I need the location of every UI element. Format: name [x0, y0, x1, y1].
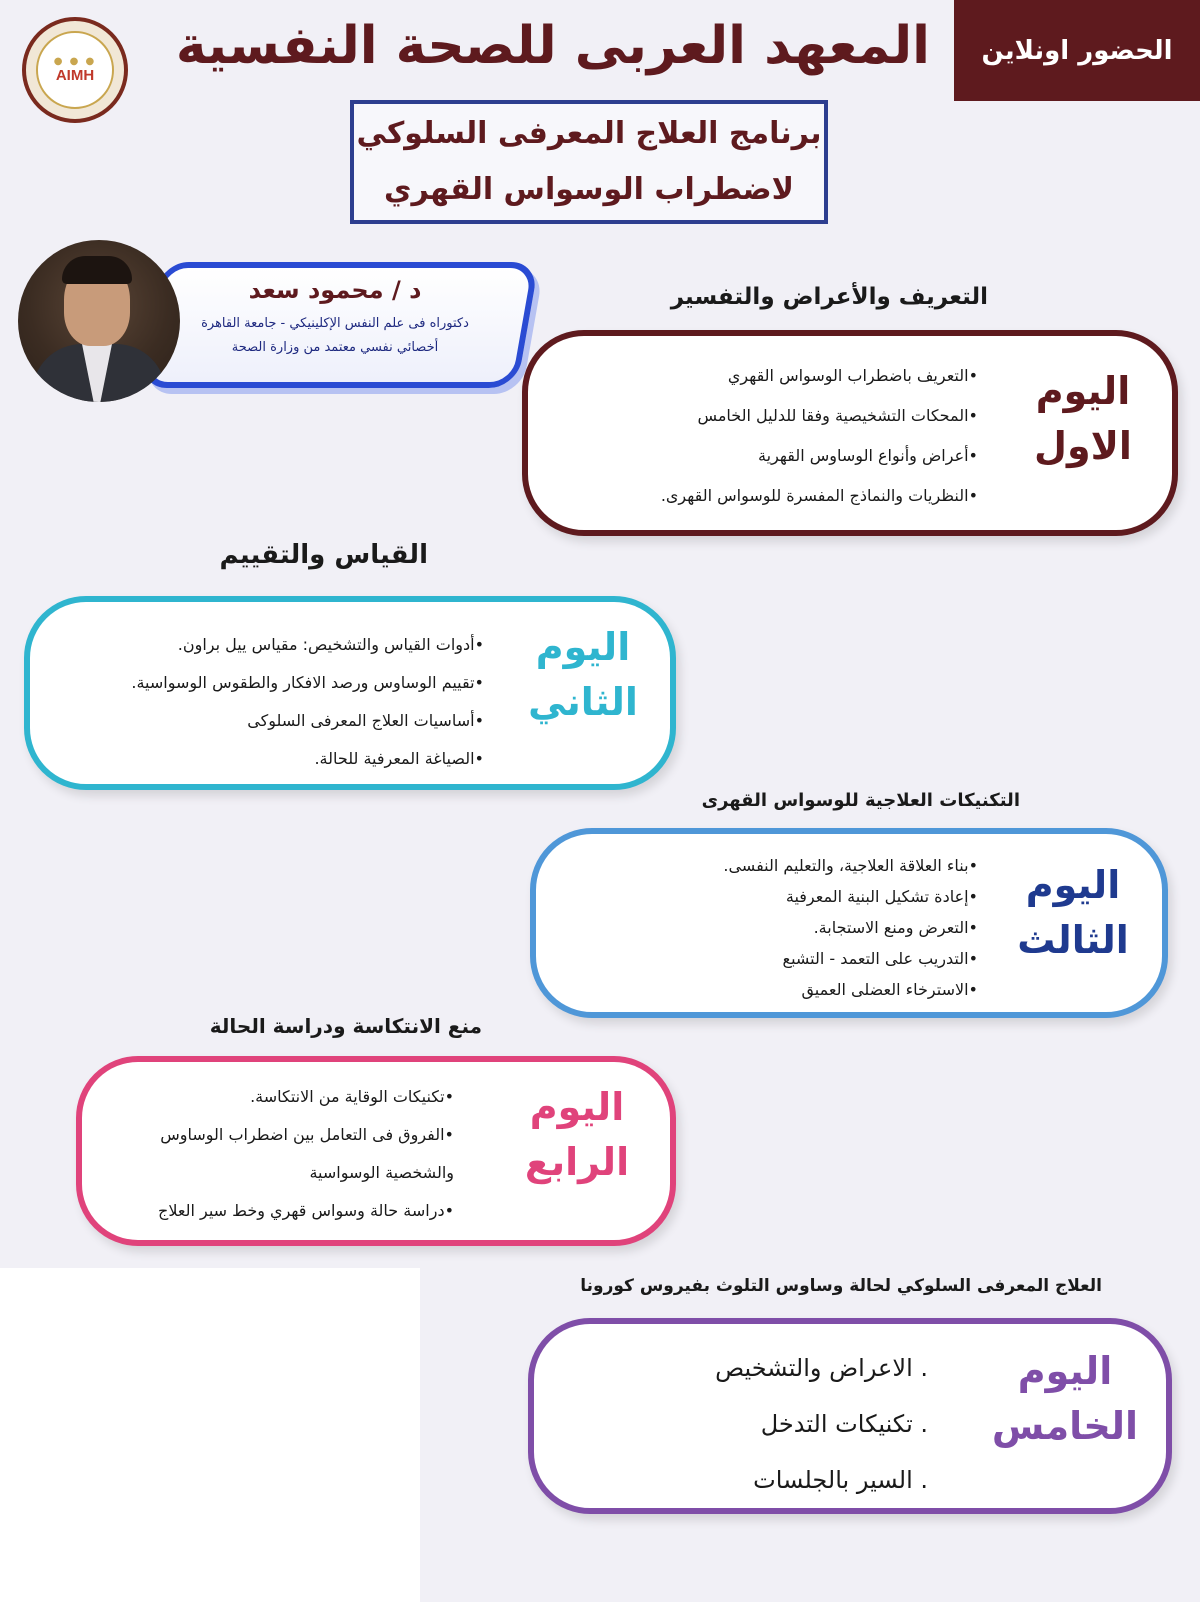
doctor-photo [18, 240, 180, 402]
list-item: •إعادة تشكيل البنية المعرفية [785, 887, 978, 906]
list-item: •التدريب على التعمد - التشبع [782, 949, 978, 968]
day1-heading: التعريف والأعراض والتفسير [670, 284, 988, 310]
list-item: •المحكات التشخيصية وفقا للدليل الخامس [697, 406, 978, 425]
list-item: •دراسة حالة وسواس قهري وخط سير العلاج [158, 1201, 454, 1220]
day4-label-line1: اليوم [529, 1085, 625, 1129]
day2-items [44, 626, 484, 778]
online-attendance-badge: الحضور اونلاين [954, 0, 1200, 101]
day1-items [558, 356, 978, 516]
day5-label-line2: الخامس [991, 1404, 1139, 1449]
day4-label [504, 1080, 650, 1190]
day2-label [510, 620, 656, 730]
logo-text: AIMH [55, 67, 95, 84]
day5-label-line1: اليوم [1017, 1349, 1113, 1393]
day3-label [1000, 858, 1146, 968]
day3-items [558, 850, 978, 1005]
list-item: •النظريات والنماذج المفسرة للوسواس القهرى. [660, 486, 978, 505]
list-item: والشخصية الوسواسية [309, 1163, 454, 1182]
day5-label [990, 1344, 1140, 1454]
day4-label-line2: الرابع [524, 1140, 630, 1185]
list-item: •التعريف باضطراب الوسواس القهري [727, 366, 978, 385]
day5-items [568, 1340, 928, 1508]
day3-heading: التكنيكات العلاجية للوسواس القهرى [701, 790, 1020, 811]
day5-heading: العلاج المعرفى السلوكي لحالة وساوس التلوث بفيروس كورونا [580, 1276, 1102, 1296]
program-title-line1: برنامج العلاج المعرفى السلوكي [356, 116, 822, 151]
list-item: . السير بالجلسات [753, 1466, 928, 1494]
list-item: . تكنيكات التدخل [760, 1410, 928, 1438]
day3-label-line2: الثالث [1017, 918, 1129, 963]
doctor-name: د / محمود سعد [248, 276, 422, 304]
blank-area [0, 1268, 420, 1602]
list-item: •تكنيكات الوقاية من الانتكاسة. [250, 1087, 454, 1106]
list-item: •تقييم الوساوس ورصد الافكار والطقوس الوسواسية. [131, 673, 484, 692]
program-title-box [350, 100, 828, 224]
day4-items [74, 1078, 454, 1230]
day2-label-line2: الثاني [528, 680, 638, 725]
list-item: •أعراض وأنواع الوساوس القهرية [758, 446, 978, 465]
list-item: •الفروق فى التعامل بين اضطراب الوساوس [160, 1125, 454, 1144]
logo-emblem [36, 31, 114, 109]
day2-heading: القياس والتقييم [219, 540, 428, 570]
list-item: •الاسترخاء العضلى العميق [801, 980, 978, 999]
doctor-accreditation: أخصائي نفسي معتمد من وزارة الصحة [231, 340, 439, 355]
list-item: •التعرض ومنع الاستجابة. [813, 918, 978, 937]
aimh-logo [22, 17, 128, 123]
day3-label-line1: اليوم [1025, 863, 1121, 907]
list-item: •الصياغة المعرفية للحالة. [314, 749, 484, 768]
logo-dots-icon: ● ● ● [53, 56, 97, 67]
day4-heading: منع الانتكاسة ودراسة الحالة [209, 1014, 482, 1038]
program-title-line2: لاضطراب الوسواس القهري [384, 172, 794, 207]
list-item: •أدوات القياس والتشخيص: مقياس ييل براون. [177, 635, 484, 654]
day1-label-line2: الاول [1034, 424, 1132, 469]
day2-label-line1: اليوم [535, 625, 631, 669]
doctor-degree: دكتوراه فى علم النفس الإكلينيكي - جامعة القاهرة [201, 316, 469, 331]
list-item: •أساسيات العلاج المعرفى السلوكى [247, 711, 484, 730]
list-item: . الاعراض والتشخيص [715, 1354, 928, 1382]
institute-title: المعهد العربى للصحة النفسية [175, 16, 930, 76]
list-item: •بناء العلاقة العلاجية، والتعليم النفسى. [723, 856, 978, 875]
day1-label [1010, 364, 1156, 474]
photo-hair-shape [62, 256, 132, 284]
day1-label-line1: اليوم [1035, 369, 1131, 413]
doctor-info [165, 276, 505, 360]
